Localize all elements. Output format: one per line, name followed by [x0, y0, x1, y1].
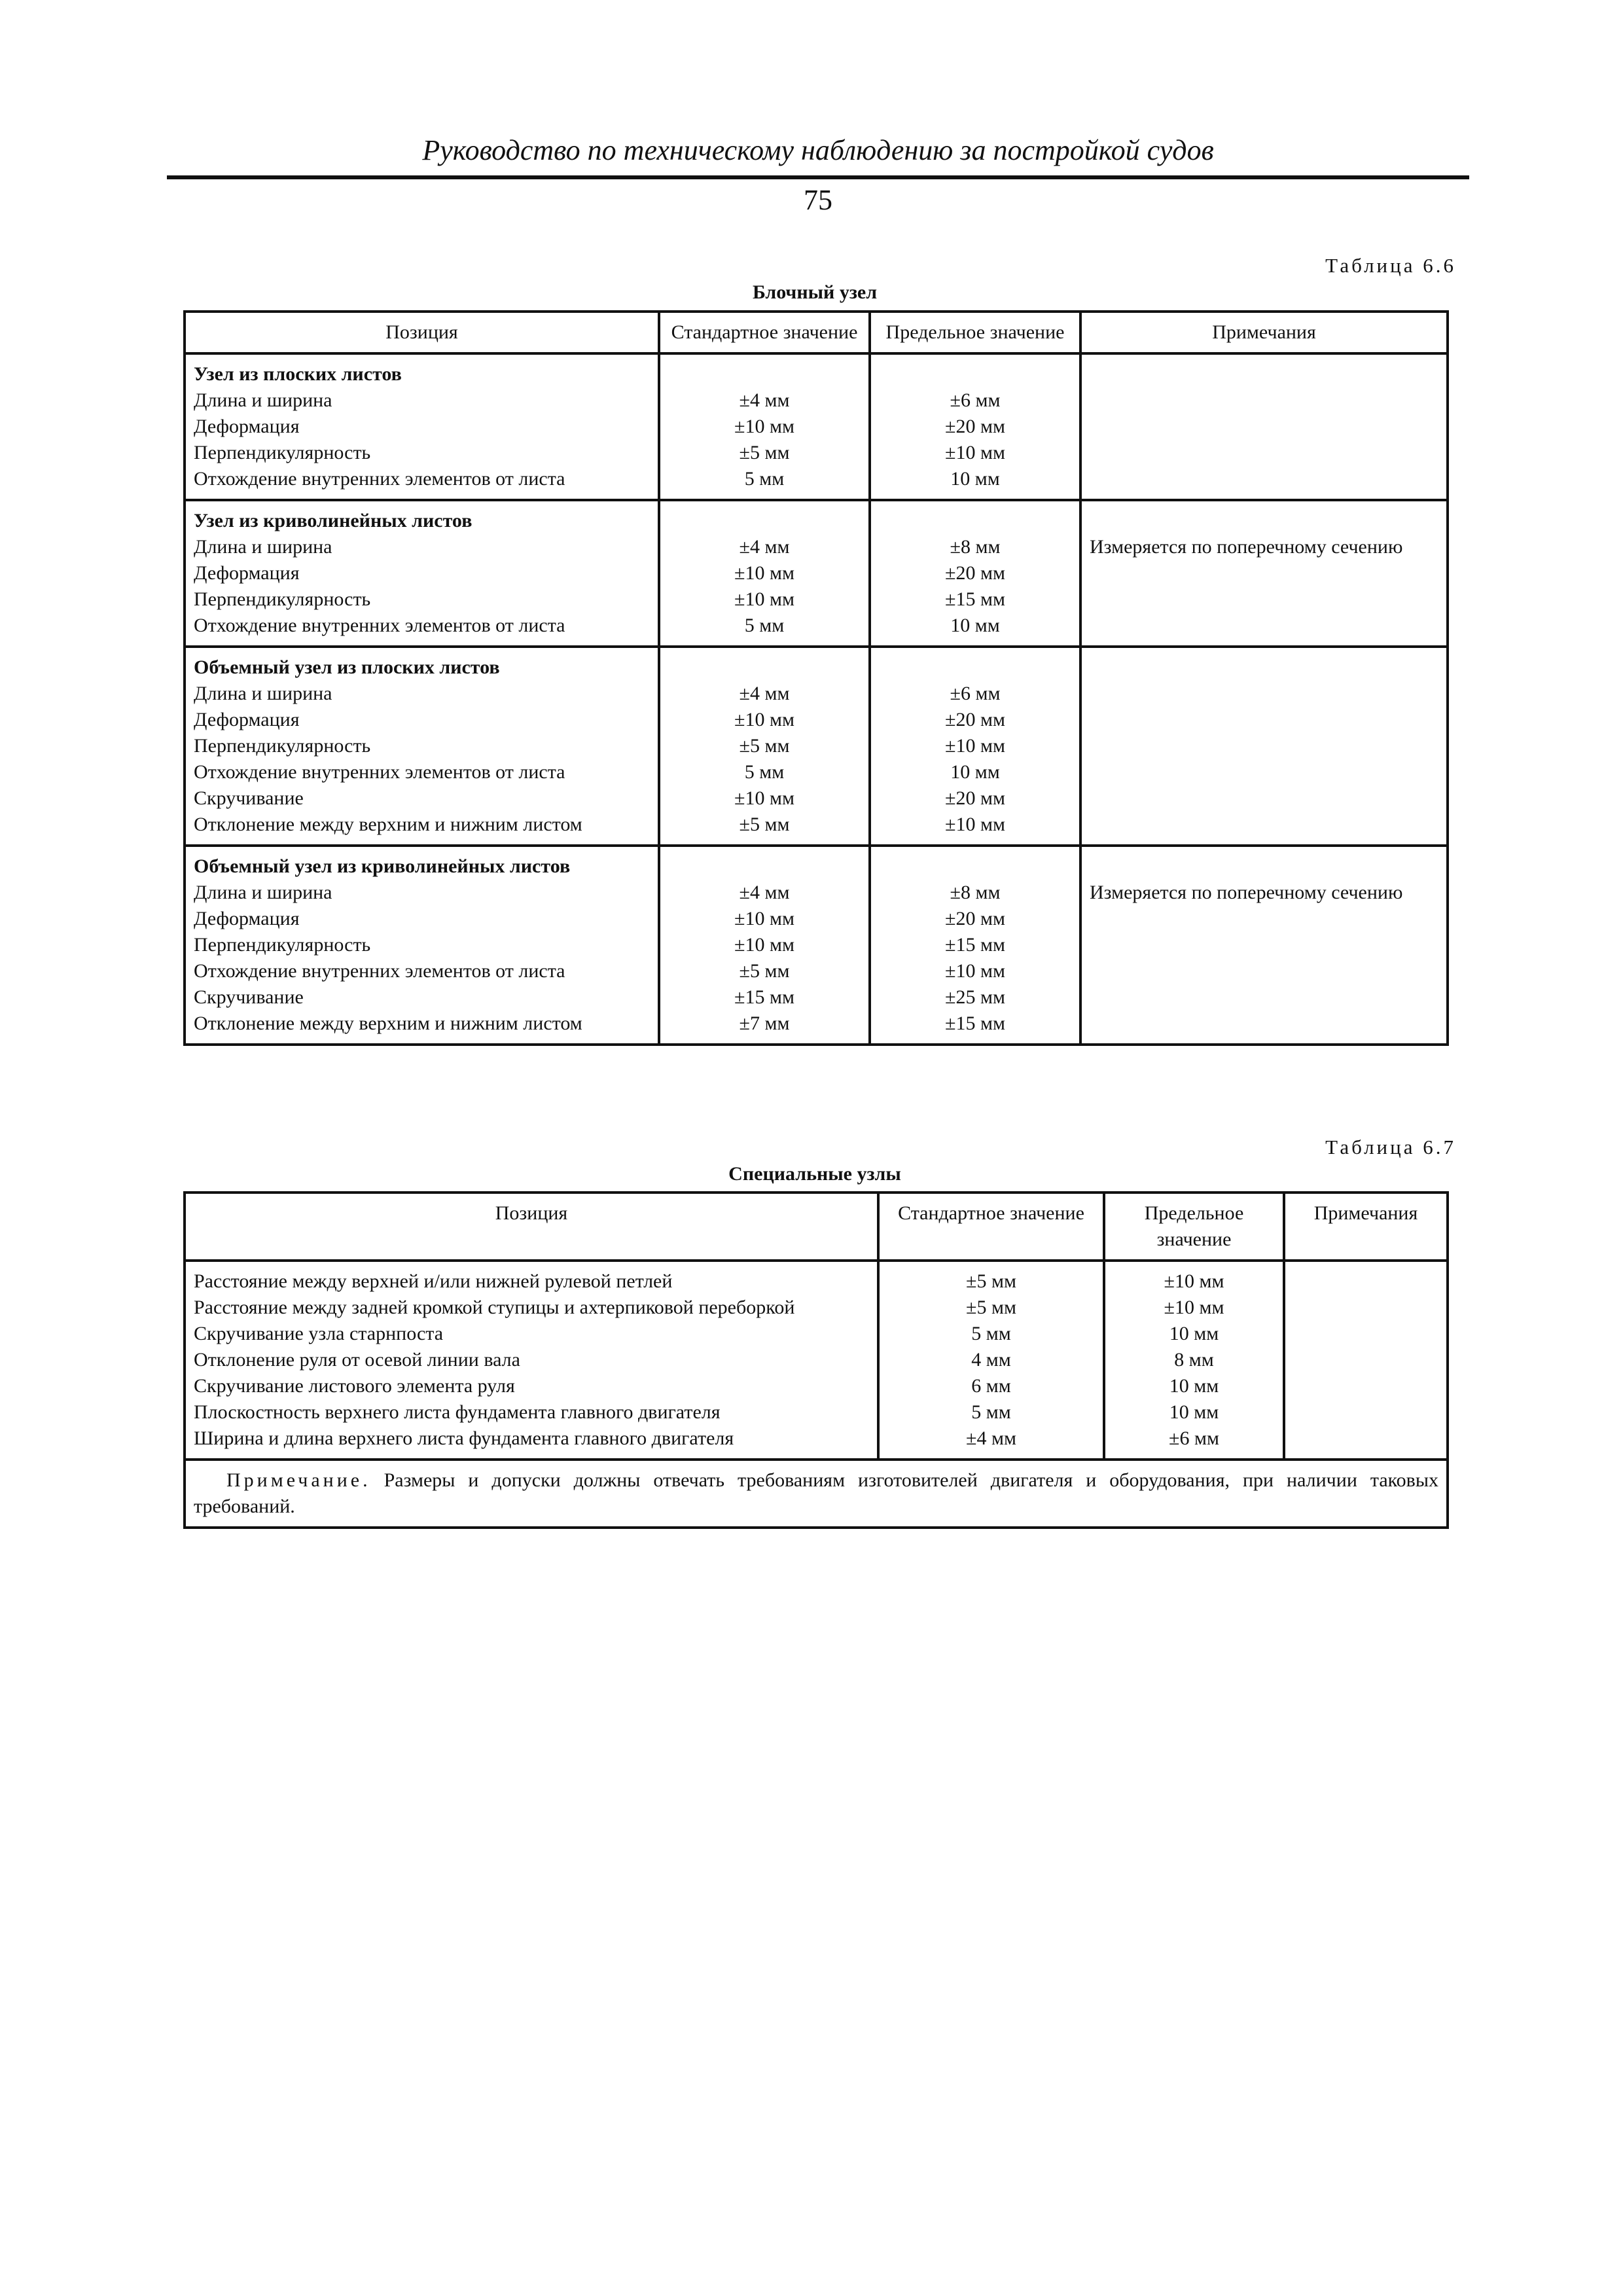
limit-value: ±20 мм [945, 908, 1005, 929]
limit-cell [870, 647, 1080, 846]
table-6-7-title: Специальные узлы [728, 1163, 901, 1185]
limit-value: ±20 мм [945, 562, 1005, 584]
standard-value: ±7 мм [739, 1013, 790, 1034]
table-row [185, 353, 1448, 500]
running-title: Руководство по техническому наблюдению за постройкой судов [422, 134, 1214, 166]
spacer [879, 361, 1071, 387]
note-text: Размеры и допуски должны отвечать требованиям изготовителей двигателя и оборудования, при наличии таковых требований. [194, 1469, 1439, 1517]
standard-cell [659, 846, 870, 1045]
standard-value: 5 мм [971, 1323, 1011, 1344]
limit-value: ±10 мм [945, 735, 1005, 757]
position-cell [185, 1261, 878, 1460]
standard-value: ±10 мм [734, 787, 794, 809]
page-number: 75 [804, 184, 832, 216]
table-row [185, 647, 1448, 846]
note-label: Примечание. [226, 1469, 371, 1491]
limit-value: ±15 мм [945, 588, 1005, 610]
group-title: Узел из криволинейных листов [194, 510, 473, 531]
note-row [185, 1460, 1448, 1528]
table-note [185, 1460, 1448, 1528]
limit-value: ±20 мм [945, 787, 1005, 809]
standard-value: ±4 мм [739, 536, 790, 558]
standard-value: 4 мм [971, 1349, 1011, 1371]
table-header-row [185, 312, 1448, 353]
limit-value: ±10 мм [945, 814, 1005, 835]
position-label: Перпендикулярность [194, 934, 371, 956]
position-label: Деформация [194, 416, 300, 437]
spacer [668, 655, 861, 681]
position-label: Перпендикулярность [194, 442, 371, 463]
position-label: Отхождение внутренних элементов от листа [194, 960, 565, 982]
position-label: Деформация [194, 562, 300, 584]
position-cell [185, 647, 659, 846]
table-6-7 [183, 1191, 1449, 1529]
standard-value: ±5 мм [739, 814, 790, 835]
standard-value: ±5 мм [739, 735, 790, 757]
spacer [668, 508, 861, 534]
table-6-6 [183, 310, 1449, 1046]
standard-value: ±10 мм [734, 416, 794, 437]
limit-value: 10 мм [1169, 1323, 1219, 1344]
column-header-notes: Примечания [1284, 1193, 1448, 1261]
limit-value: ±8 мм [950, 882, 1001, 903]
position-label: Расстояние между верхней и/или нижней рулевой петлей [194, 1270, 673, 1292]
limit-value: ±8 мм [950, 536, 1001, 558]
notes-cell [1080, 353, 1448, 500]
table-row [185, 500, 1448, 647]
limit-value: ±15 мм [945, 934, 1005, 956]
standard-value: ±5 мм [966, 1297, 1016, 1318]
standard-value: ±10 мм [734, 709, 794, 730]
standard-value: 5 мм [744, 615, 785, 636]
table-6-6-title: Блочный узел [752, 281, 878, 303]
standard-cell [659, 353, 870, 500]
limit-cell [1104, 1261, 1284, 1460]
spacer [668, 853, 861, 880]
group-title: Объемный узел из плоских листов [194, 656, 500, 678]
standard-cell [659, 500, 870, 647]
column-header-standard: Стандартное значение [878, 1193, 1104, 1261]
limit-value: ±6 мм [950, 389, 1001, 411]
standard-value: ±10 мм [734, 934, 794, 956]
standard-cell [659, 647, 870, 846]
limit-value: ±25 мм [945, 986, 1005, 1008]
limit-value: 10 мм [1169, 1375, 1219, 1397]
standard-value: ±10 мм [734, 908, 794, 929]
position-label: Скручивание узла старнпоста [194, 1323, 444, 1344]
position-label: Длина и ширина [194, 389, 332, 411]
column-header-position: Позиция [185, 1193, 878, 1261]
position-label: Плоскостность верхнего листа фундамента главного двигателя [194, 1401, 721, 1423]
table-header-row [185, 1193, 1448, 1261]
table-6-6-label: Таблица 6.6 [1325, 254, 1456, 277]
limit-value: ±20 мм [945, 416, 1005, 437]
spacer [1090, 361, 1438, 387]
notes-cell [1080, 846, 1448, 1045]
limit-value: ±10 мм [1164, 1270, 1224, 1292]
limit-cell [870, 846, 1080, 1045]
group-title: Объемный узел из криволинейных листов [194, 855, 571, 877]
limit-cell [870, 353, 1080, 500]
table-6-7-label: Таблица 6.7 [1325, 1136, 1456, 1158]
spacer [668, 361, 861, 387]
position-cell [185, 846, 659, 1045]
standard-value: ±5 мм [739, 960, 790, 982]
position-label: Длина и ширина [194, 536, 332, 558]
column-header-limit: Предельное значение [1104, 1193, 1284, 1261]
position-label: Скручивание листового элемента руля [194, 1375, 515, 1397]
standard-value: ±5 мм [739, 442, 790, 463]
position-label: Длина и ширина [194, 683, 332, 704]
limit-value: 10 мм [950, 761, 1000, 783]
spacer [879, 655, 1071, 681]
standard-value: 5 мм [744, 468, 785, 490]
spacer [879, 508, 1071, 534]
position-label: Скручивание [194, 986, 304, 1008]
column-header-notes: Примечания [1080, 312, 1448, 353]
notes-cell [1080, 647, 1448, 846]
position-cell [185, 500, 659, 647]
standard-value: 6 мм [971, 1375, 1011, 1397]
position-label: Длина и ширина [194, 882, 332, 903]
table-row [185, 846, 1448, 1045]
position-label: Отклонение между верхним и нижним листом [194, 1013, 582, 1034]
limit-value: ±6 мм [950, 683, 1001, 704]
standard-value: 5 мм [744, 761, 785, 783]
spacer [879, 853, 1071, 880]
column-header-standard: Стандартное значение [659, 312, 870, 353]
note-text: Измеряется по поперечному сечению [1090, 882, 1403, 903]
position-label: Ширина и длина верхнего листа фундамента главного двигателя [194, 1427, 734, 1449]
position-label: Отклонение между верхним и нижним листом [194, 814, 582, 835]
position-cell [185, 353, 659, 500]
spacer [1090, 508, 1438, 534]
limit-value: 10 мм [950, 468, 1000, 490]
limit-value: ±10 мм [945, 960, 1005, 982]
limit-value: ±15 мм [945, 1013, 1005, 1034]
position-label: Скручивание [194, 787, 304, 809]
standard-value: ±5 мм [966, 1270, 1016, 1292]
group-title: Узел из плоских листов [194, 363, 402, 385]
position-label: Перпендикулярность [194, 588, 371, 610]
limit-value: 10 мм [1169, 1401, 1219, 1423]
position-label: Деформация [194, 709, 300, 730]
limit-value: 10 мм [950, 615, 1000, 636]
notes-cell [1080, 500, 1448, 647]
standard-value: ±15 мм [734, 986, 794, 1008]
position-label: Отклонение руля от осевой линии вала [194, 1349, 520, 1371]
standard-value: ±4 мм [739, 882, 790, 903]
spacer [1090, 655, 1438, 681]
position-label: Перпендикулярность [194, 735, 371, 757]
standard-value: 5 мм [971, 1401, 1011, 1423]
position-label: Расстояние между задней кромкой ступицы и ахтерпиковой переборкой [194, 1297, 795, 1318]
position-label: Отхождение внутренних элементов от листа [194, 761, 565, 783]
spacer [1090, 853, 1438, 880]
note-text: Измеряется по поперечному сечению [1090, 536, 1403, 558]
limit-cell [870, 500, 1080, 647]
standard-value: ±4 мм [739, 683, 790, 704]
position-label: Отхождение внутренних элементов от листа [194, 468, 565, 490]
limit-value: ±10 мм [945, 442, 1005, 463]
standard-value: ±10 мм [734, 562, 794, 584]
column-header-limit: Предельное значение [870, 312, 1080, 353]
column-header-position: Позиция [185, 312, 659, 353]
notes-cell [1284, 1261, 1448, 1460]
table-row [185, 1261, 1448, 1460]
standard-value: ±4 мм [739, 389, 790, 411]
limit-value: ±10 мм [1164, 1297, 1224, 1318]
limit-value: ±20 мм [945, 709, 1005, 730]
position-label: Деформация [194, 908, 300, 929]
position-label: Отхождение внутренних элементов от листа [194, 615, 565, 636]
standard-value: ±10 мм [734, 588, 794, 610]
limit-value: 8 мм [1174, 1349, 1214, 1371]
limit-value: ±6 мм [1169, 1427, 1219, 1449]
standard-cell [878, 1261, 1104, 1460]
standard-value: ±4 мм [966, 1427, 1016, 1449]
header-rule [167, 175, 1469, 179]
